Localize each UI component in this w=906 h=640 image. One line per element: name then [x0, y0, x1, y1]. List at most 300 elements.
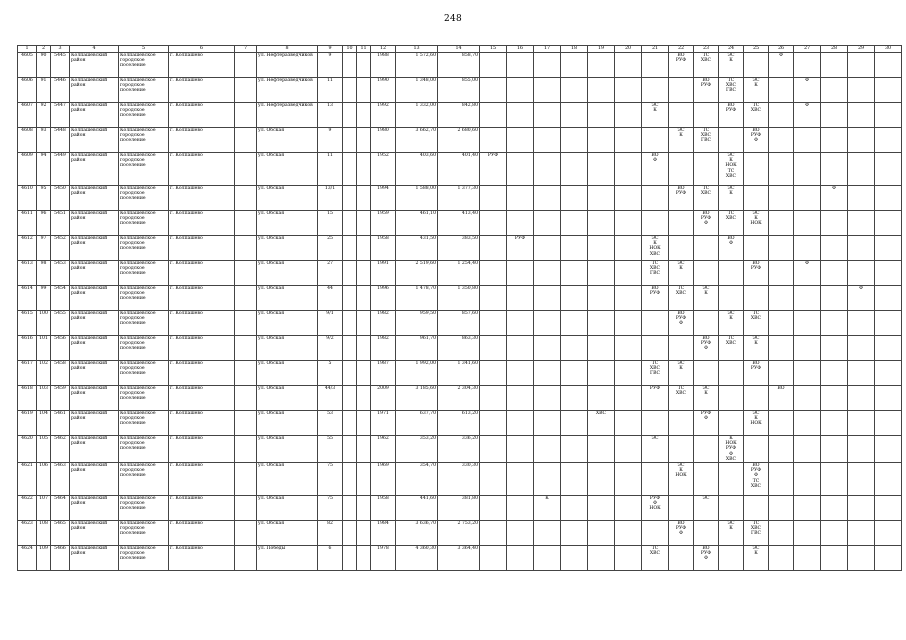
- table-cell: Колпашевское городское поселение: [119, 436, 169, 463]
- table-cell: [875, 311, 902, 336]
- table-cell: [588, 78, 615, 103]
- table-cell: [669, 153, 694, 186]
- table-row: [18, 496, 902, 521]
- table-cell: [507, 103, 534, 128]
- table-cell: 1959: [371, 211, 396, 236]
- table-cell: [357, 336, 371, 361]
- table-cell: 44/3: [318, 386, 343, 411]
- table-cell: [507, 53, 534, 78]
- table-cell: Колпашевское городское поселение: [119, 53, 169, 78]
- table-cell: 5447: [51, 103, 70, 128]
- table-cell: [875, 261, 902, 286]
- table-cell: 1958: [371, 496, 396, 521]
- table-cell: ВО РУФ: [719, 103, 744, 128]
- table-cell: ТС ХВС ГВС: [642, 361, 669, 386]
- table-cell: РУФ: [480, 153, 507, 186]
- table-cell: ВО РУФ Ф: [669, 311, 694, 336]
- table-cell: ЭС К НОК: [744, 211, 769, 236]
- table-cell: [744, 186, 769, 211]
- table-cell: ЭС К: [744, 336, 769, 361]
- table-cell: ХВС: [588, 411, 615, 436]
- table-cell: ВО РУФ: [669, 186, 694, 211]
- table-cell: 3 662,70: [396, 128, 438, 153]
- table-cell: [694, 311, 719, 336]
- table-cell: [615, 411, 642, 436]
- table-cell: ул. Обская: [257, 211, 318, 236]
- table-cell: 5456: [51, 336, 70, 361]
- table-cell: [694, 261, 719, 286]
- table-cell: 613,20: [438, 411, 480, 436]
- table-cell: 95: [37, 186, 51, 211]
- table-cell: 4622: [18, 496, 37, 521]
- table-cell: [744, 496, 769, 521]
- table-cell: [588, 153, 615, 186]
- table-cell: [875, 496, 902, 521]
- table-cell: [794, 311, 821, 336]
- table-cell: [357, 546, 371, 571]
- table-cell: [669, 546, 694, 571]
- table-cell: [821, 153, 848, 186]
- column-header: 20: [615, 46, 642, 53]
- table-cell: 5454: [51, 286, 70, 311]
- table-cell: [875, 361, 902, 386]
- table-cell: 82: [318, 521, 343, 546]
- table-cell: [357, 411, 371, 436]
- table-cell: ВО: [769, 386, 794, 411]
- table-body: [18, 53, 902, 571]
- column-header: 2: [37, 46, 51, 53]
- table-cell: 9/1: [318, 311, 343, 336]
- table-cell: 4621: [18, 463, 37, 496]
- table-cell: [769, 153, 794, 186]
- table-cell: [794, 386, 821, 411]
- column-header: 27: [794, 46, 821, 53]
- table-cell: [794, 546, 821, 571]
- table-cell: Колпашевское городское поселение: [119, 261, 169, 286]
- table-row: [18, 103, 902, 128]
- table-cell: [534, 361, 561, 386]
- table-cell: Колпашевский район: [70, 128, 119, 153]
- table-cell: Колпашевское городское поселение: [119, 463, 169, 496]
- table-cell: [848, 546, 875, 571]
- table-cell: [235, 103, 257, 128]
- table-cell: [588, 128, 615, 153]
- table-cell: [848, 236, 875, 261]
- table-cell: [744, 436, 769, 463]
- column-header: 3: [51, 46, 70, 53]
- table-cell: 55: [318, 436, 343, 463]
- table-cell: [534, 78, 561, 103]
- table-cell: [615, 311, 642, 336]
- table-cell: [561, 411, 588, 436]
- table-cell: Колпашевский район: [70, 186, 119, 211]
- table-cell: г. Колпашево: [169, 311, 235, 336]
- table-cell: [821, 286, 848, 311]
- table-cell: [561, 546, 588, 571]
- table-cell: [821, 386, 848, 411]
- table-cell: [357, 153, 371, 186]
- table-cell: [507, 153, 534, 186]
- table-cell: Колпашевский район: [70, 411, 119, 436]
- table-cell: [343, 103, 357, 128]
- table-cell: [480, 236, 507, 261]
- table-cell: 4616: [18, 336, 37, 361]
- table-cell: 403,60: [396, 153, 438, 186]
- table-cell: Колпашевское городское поселение: [119, 186, 169, 211]
- table-row: [18, 211, 902, 236]
- table-cell: 353,20: [396, 436, 438, 463]
- table-cell: [875, 286, 902, 311]
- table-cell: 1 588,00: [396, 186, 438, 211]
- table-cell: г. Колпашево: [169, 103, 235, 128]
- table-cell: 2 304,30: [438, 386, 480, 411]
- table-cell: 53: [318, 411, 343, 436]
- table-row: [18, 153, 902, 186]
- table-cell: [343, 286, 357, 311]
- table-cell: 104: [37, 411, 51, 436]
- table-cell: [534, 546, 561, 571]
- table-cell: [534, 521, 561, 546]
- table-cell: [357, 386, 371, 411]
- column-header: 13: [396, 46, 438, 53]
- table-cell: 4608: [18, 128, 37, 153]
- table-cell: [769, 103, 794, 128]
- table-cell: 93: [37, 128, 51, 153]
- column-header: 5: [119, 46, 169, 53]
- table-row: [18, 521, 902, 546]
- table-cell: [744, 236, 769, 261]
- table-cell: г. Колпашево: [169, 521, 235, 546]
- table-cell: [875, 546, 902, 571]
- column-header: 21: [642, 46, 669, 53]
- column-header: 29: [848, 46, 875, 53]
- table-cell: 2009: [371, 386, 396, 411]
- table-cell: ул. Обская: [257, 386, 318, 411]
- table-cell: [357, 463, 371, 496]
- table-cell: [343, 336, 357, 361]
- table-cell: [588, 103, 615, 128]
- table-cell: г. Колпашево: [169, 463, 235, 496]
- table-cell: 5465: [51, 521, 70, 546]
- table-cell: ТС ХВС: [694, 53, 719, 78]
- table-cell: [534, 236, 561, 261]
- table-cell: [534, 336, 561, 361]
- table-cell: ВО РУФ Ф: [744, 128, 769, 153]
- table-cell: [534, 386, 561, 411]
- table-cell: [534, 286, 561, 311]
- table-cell: ул. Обская: [257, 496, 318, 521]
- column-header: 28: [821, 46, 848, 53]
- column-header: 19: [588, 46, 615, 53]
- table-cell: [694, 436, 719, 463]
- table-cell: [343, 128, 357, 153]
- table-cell: [235, 336, 257, 361]
- table-cell: 5455: [51, 311, 70, 336]
- table-cell: [821, 211, 848, 236]
- table-cell: 3 364,40: [438, 546, 480, 571]
- table-cell: Колпашевский район: [70, 286, 119, 311]
- table-cell: [357, 361, 371, 386]
- table-cell: [507, 211, 534, 236]
- table-cell: [561, 311, 588, 336]
- table-cell: 5449: [51, 153, 70, 186]
- table-cell: 5463: [51, 463, 70, 496]
- table-cell: [357, 53, 371, 78]
- column-header: 30: [875, 46, 902, 53]
- table-cell: 9: [318, 128, 343, 153]
- table-cell: ул. Нефтеразведчиков: [257, 78, 318, 103]
- table-cell: 431,50: [396, 236, 438, 261]
- table-cell: ЭС: [694, 496, 719, 521]
- table-cell: 381,80: [438, 496, 480, 521]
- table-cell: 4619: [18, 411, 37, 436]
- table-cell: [235, 361, 257, 386]
- table-cell: 4611: [18, 211, 37, 236]
- table-cell: [794, 411, 821, 436]
- table-cell: г. Колпашево: [169, 128, 235, 153]
- table-cell: 100: [37, 311, 51, 336]
- table-cell: [794, 286, 821, 311]
- column-header: 17: [534, 46, 561, 53]
- table-cell: [642, 463, 669, 496]
- table-cell: ЭС: [642, 436, 669, 463]
- table-cell: 94: [37, 153, 51, 186]
- table-cell: 44: [318, 286, 343, 311]
- table-cell: ЭС К НОК ТС ХВС: [719, 153, 744, 186]
- column-header: 15: [480, 46, 507, 53]
- table-cell: [343, 463, 357, 496]
- table-cell: Колпашевское городское поселение: [119, 236, 169, 261]
- table-cell: 354,70: [396, 463, 438, 496]
- table-cell: [235, 463, 257, 496]
- table-cell: [875, 103, 902, 128]
- table-cell: 103: [37, 386, 51, 411]
- table-cell: ТС ХВС: [744, 311, 769, 336]
- table-cell: 1990: [371, 78, 396, 103]
- table-cell: [561, 521, 588, 546]
- table-cell: [615, 496, 642, 521]
- table-cell: [769, 311, 794, 336]
- column-header: 1: [18, 46, 37, 53]
- table-cell: [507, 521, 534, 546]
- table-cell: Колпашевский район: [70, 463, 119, 496]
- table-cell: [561, 386, 588, 411]
- table-cell: ТС ХВС: [669, 386, 694, 411]
- table-cell: [561, 436, 588, 463]
- table-cell: К: [534, 496, 561, 521]
- table-cell: 3 185,60: [396, 386, 438, 411]
- table-cell: 27: [318, 261, 343, 286]
- table-cell: ЭС К: [642, 103, 669, 128]
- table-cell: [794, 128, 821, 153]
- table-cell: [875, 336, 902, 361]
- table-cell: Колпашевское городское поселение: [119, 521, 169, 546]
- table-cell: 842,80: [438, 103, 480, 128]
- table-cell: ТС ХВС: [669, 286, 694, 311]
- table-cell: [848, 153, 875, 186]
- table-cell: Колпашевское городское поселение: [119, 286, 169, 311]
- table-cell: Колпашевское городское поселение: [119, 211, 169, 236]
- table-cell: [507, 436, 534, 463]
- table-cell: [875, 211, 902, 236]
- table-cell: [561, 128, 588, 153]
- table-cell: [480, 261, 507, 286]
- table-cell: [615, 361, 642, 386]
- table-cell: [719, 386, 744, 411]
- header-row: [18, 46, 902, 53]
- column-header: 22: [669, 46, 694, 53]
- table-cell: [642, 78, 669, 103]
- table-cell: [744, 53, 769, 78]
- table-cell: 9/2: [318, 336, 343, 361]
- table-cell: [821, 311, 848, 336]
- table-cell: [821, 78, 848, 103]
- table-cell: [615, 436, 642, 463]
- table-cell: [794, 153, 821, 186]
- table-cell: г. Колпашево: [169, 411, 235, 436]
- table-cell: [235, 153, 257, 186]
- table-cell: [235, 211, 257, 236]
- table-cell: [848, 186, 875, 211]
- table-cell: 4613: [18, 261, 37, 286]
- table-cell: [357, 103, 371, 128]
- table-cell: [794, 521, 821, 546]
- table-cell: 15: [318, 211, 343, 236]
- table-cell: [357, 78, 371, 103]
- table-cell: [848, 78, 875, 103]
- table-cell: г. Колпашево: [169, 78, 235, 103]
- table-cell: 3 636,70: [396, 521, 438, 546]
- table-cell: ВО РУФ Ф ТС ХВС: [744, 463, 769, 496]
- table-cell: [534, 411, 561, 436]
- table-cell: ул. Обская: [257, 153, 318, 186]
- table-cell: [343, 386, 357, 411]
- table-cell: [821, 236, 848, 261]
- table-cell: [561, 78, 588, 103]
- table-cell: [534, 261, 561, 286]
- table-cell: [343, 361, 357, 386]
- table-cell: [794, 463, 821, 496]
- table-cell: [588, 286, 615, 311]
- table-cell: [719, 463, 744, 496]
- table-cell: [694, 463, 719, 496]
- table-cell: [343, 411, 357, 436]
- table-cell: г. Колпашево: [169, 286, 235, 311]
- table-row: [18, 436, 902, 463]
- table-cell: ЭС К: [669, 261, 694, 286]
- column-header: 7: [235, 46, 257, 53]
- table-cell: [848, 361, 875, 386]
- table-cell: 4609: [18, 153, 37, 186]
- table-cell: 96: [37, 211, 51, 236]
- table-cell: [769, 521, 794, 546]
- table-cell: 961,70: [396, 336, 438, 361]
- table-cell: 13/1: [318, 186, 343, 211]
- table-cell: [534, 186, 561, 211]
- table-cell: ул. Обская: [257, 436, 318, 463]
- table-cell: [357, 211, 371, 236]
- table-cell: [480, 386, 507, 411]
- table-cell: 1 332,00: [396, 103, 438, 128]
- table-cell: ТС ХВС: [642, 546, 669, 571]
- table-cell: 6: [318, 546, 343, 571]
- table-cell: ул. Нефтеразведчиков: [257, 103, 318, 128]
- table-cell: ВО РУФ: [744, 361, 769, 386]
- table-cell: ВО РУФ Ф: [694, 546, 719, 571]
- table-cell: [561, 53, 588, 78]
- table-cell: [588, 463, 615, 496]
- table-cell: 91: [37, 78, 51, 103]
- table-cell: [561, 103, 588, 128]
- table-cell: 11: [318, 78, 343, 103]
- table-cell: [480, 463, 507, 496]
- table-cell: [615, 103, 642, 128]
- table-cell: [642, 336, 669, 361]
- table-cell: [821, 546, 848, 571]
- table-row: [18, 311, 902, 336]
- table-cell: [534, 53, 561, 78]
- table-cell: 1 341,60: [438, 361, 480, 386]
- table-cell: 1 350,80: [438, 286, 480, 311]
- table-cell: [875, 53, 902, 78]
- table-cell: [480, 286, 507, 311]
- table-cell: [615, 286, 642, 311]
- table-cell: [357, 186, 371, 211]
- table-cell: [615, 236, 642, 261]
- table-cell: 5464: [51, 496, 70, 521]
- table-cell: [769, 361, 794, 386]
- table-cell: 5461: [51, 411, 70, 436]
- table-cell: [719, 496, 744, 521]
- table-cell: [534, 211, 561, 236]
- table-cell: г. Колпашево: [169, 436, 235, 463]
- table-cell: ВО РУФ: [642, 286, 669, 311]
- table-row: [18, 186, 902, 211]
- column-header: 12: [371, 46, 396, 53]
- table-cell: 1 377,30: [438, 186, 480, 211]
- table-cell: ТС ХВС: [694, 186, 719, 211]
- table-cell: 4618: [18, 386, 37, 411]
- table-cell: 4605: [18, 53, 37, 78]
- table-cell: [343, 311, 357, 336]
- table-cell: 92: [37, 103, 51, 128]
- table-cell: ЭС К: [719, 311, 744, 336]
- table-cell: ЭС К: [744, 546, 769, 571]
- table-cell: [507, 496, 534, 521]
- table-cell: ЭС К: [719, 521, 744, 546]
- table-cell: [848, 521, 875, 546]
- table-cell: 863,30: [438, 336, 480, 361]
- table-cell: Колпашевский район: [70, 496, 119, 521]
- table-cell: [588, 386, 615, 411]
- table-cell: 1996: [371, 286, 396, 311]
- table-cell: [235, 411, 257, 436]
- table-cell: [615, 211, 642, 236]
- table-cell: [534, 153, 561, 186]
- table-cell: [744, 153, 769, 186]
- table-cell: Колпашевский район: [70, 153, 119, 186]
- table-cell: ЭС К НОК: [669, 463, 694, 496]
- table-cell: [669, 211, 694, 236]
- table-cell: [875, 153, 902, 186]
- table-row: [18, 386, 902, 411]
- table-cell: [794, 211, 821, 236]
- table-cell: [769, 186, 794, 211]
- table-cell: 1994: [371, 186, 396, 211]
- table-cell: 109: [37, 546, 51, 571]
- table-cell: [642, 521, 669, 546]
- table-cell: 4610: [18, 186, 37, 211]
